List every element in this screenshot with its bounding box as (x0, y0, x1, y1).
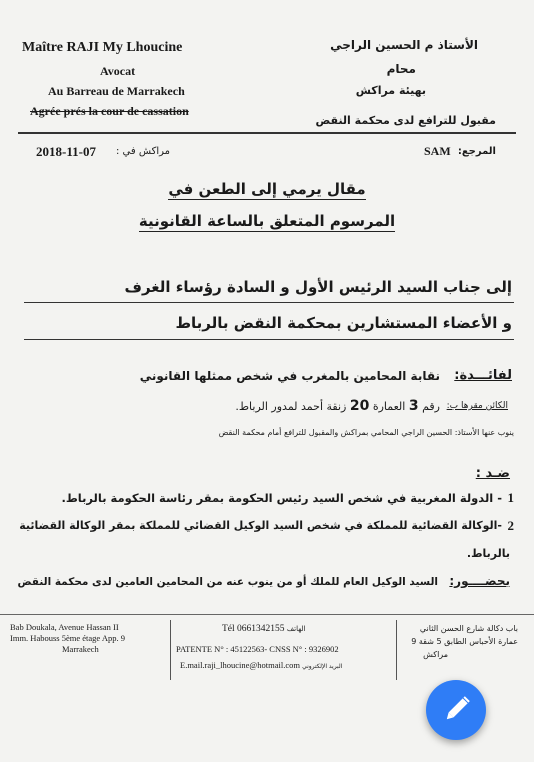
footer-sep-left (170, 620, 171, 680)
footer-address-fr-line-1: Bab Doukala, Avenue Hassan II (10, 622, 119, 632)
seat-number-2: 20 (349, 398, 370, 414)
title-line-1 (0, 180, 534, 198)
footer-address-ar-line-3: مراكش (423, 650, 448, 659)
for-party-label: لفائـــدة: (454, 368, 512, 383)
footer-address-fr (10, 622, 125, 655)
lawyer-title-fr: Avocat (100, 64, 136, 78)
footer-phone (222, 624, 306, 634)
footer-email-address: E.mail.raji_lhoucine@hotmail.com (180, 660, 300, 670)
against-label: ضـد : (475, 466, 510, 481)
footer-divider (0, 614, 534, 615)
pencil-icon (426, 680, 486, 740)
seat-post: زنقة أحمد لمدور الرباط. (235, 400, 347, 413)
against-item-1: - الدولة المغربية في شخص السيد رئيس الحكومة بمقر رئاسة الحكومة بالرباط. (61, 491, 502, 505)
represented-by: ينوب عنها الأستاذ: الحسين الراجي المحامي بمراكش والمقبول للترافع أمام محكمة النقض (218, 428, 514, 437)
against-item-2-continued: بالرباط. (466, 547, 510, 560)
document-date: 2018-11-07 (36, 144, 96, 159)
against-item-2-num: 2 (507, 518, 514, 533)
for-party-name: نقابة المحامين بالمغرب في شخص ممثلها القانوني (139, 369, 440, 383)
footer-sep-right (396, 620, 397, 680)
footer-patente: PATENTE N° : 45122563- CNSS N° : 9326902 (176, 644, 339, 654)
title-line-1-text: مقال يرمي إلى الطعن في (168, 180, 366, 198)
against-item-1-num: 1 (507, 490, 514, 505)
addressee-line-1: إلى جناب السيد الرئيس الأول و السادة رؤساء الغرف (124, 278, 512, 296)
date-label: مراكش في : (116, 146, 171, 157)
footer-phone-number: Tél 0661342155 (222, 624, 285, 634)
footer-email-label-ar: البريد الإلكتروني (302, 663, 343, 670)
presence-text: السيد الوكيل العام للملك أو من ينوب عنه من المحامين العامين لدى محكمة النقض (17, 576, 438, 588)
edit-fab-button[interactable] (426, 680, 486, 740)
footer-address-fr-line-3: Marrakech (62, 644, 99, 654)
against-item-2: -الوكالة القضائية للمملكة في شخص السيد الوكيل القضائي للمملكة بمقر الوكالة القضائية (19, 519, 502, 532)
addressee-line-2: و الأعضاء المستشارين بمحكمة النقض بالرباط (175, 314, 512, 332)
footer-phone-label-ar: الهاتف (286, 625, 306, 633)
seat-address (150, 398, 440, 414)
addressee-underline-2 (24, 339, 514, 340)
footer-address-ar-line-1: باب دكالة شارع الحسن الثاني (419, 624, 518, 633)
footer-address-ar (411, 622, 518, 661)
ref-value: SAM (424, 144, 451, 158)
footer-email (180, 660, 342, 670)
ref-label: المرجع: (457, 146, 496, 157)
footer-address-fr-line-2: Imm. Habouss 5ème étage App. 9 (10, 633, 125, 643)
lawyer-agree-fr: Agrée prés la cour de cassation (30, 104, 189, 118)
seat-pre: رقم (422, 400, 440, 413)
title-line-2 (0, 212, 534, 230)
seat-label: الكائن مقرها ب: (446, 401, 508, 411)
lawyer-bar-ar: بهيئة مراكش (355, 84, 426, 97)
addressee-underline-1 (24, 302, 514, 303)
lawyer-agree-ar: مقبول للترافع لدى محكمة النقض (315, 114, 496, 127)
seat-mid: العمارة (372, 400, 406, 413)
lawyer-bar-fr: Au Barreau de Marrakech (48, 84, 185, 98)
lawyer-name-ar: الأستاذ م الحسين الراجي (330, 38, 478, 52)
footer-address-ar-line-2: عمارة الأحباس الطابق 5 شقة 9 (411, 637, 518, 646)
lawyer-name-fr: Maître RAJI My Lhoucine (22, 40, 183, 55)
header-divider (18, 132, 516, 134)
lawyer-title-ar: محام (386, 62, 416, 76)
seat-number-1: 3 (408, 398, 419, 414)
presence-label: بحضــــور: (449, 574, 510, 588)
title-line-2-text: المرسوم المتعلق بالساعة القانونية (138, 212, 396, 230)
